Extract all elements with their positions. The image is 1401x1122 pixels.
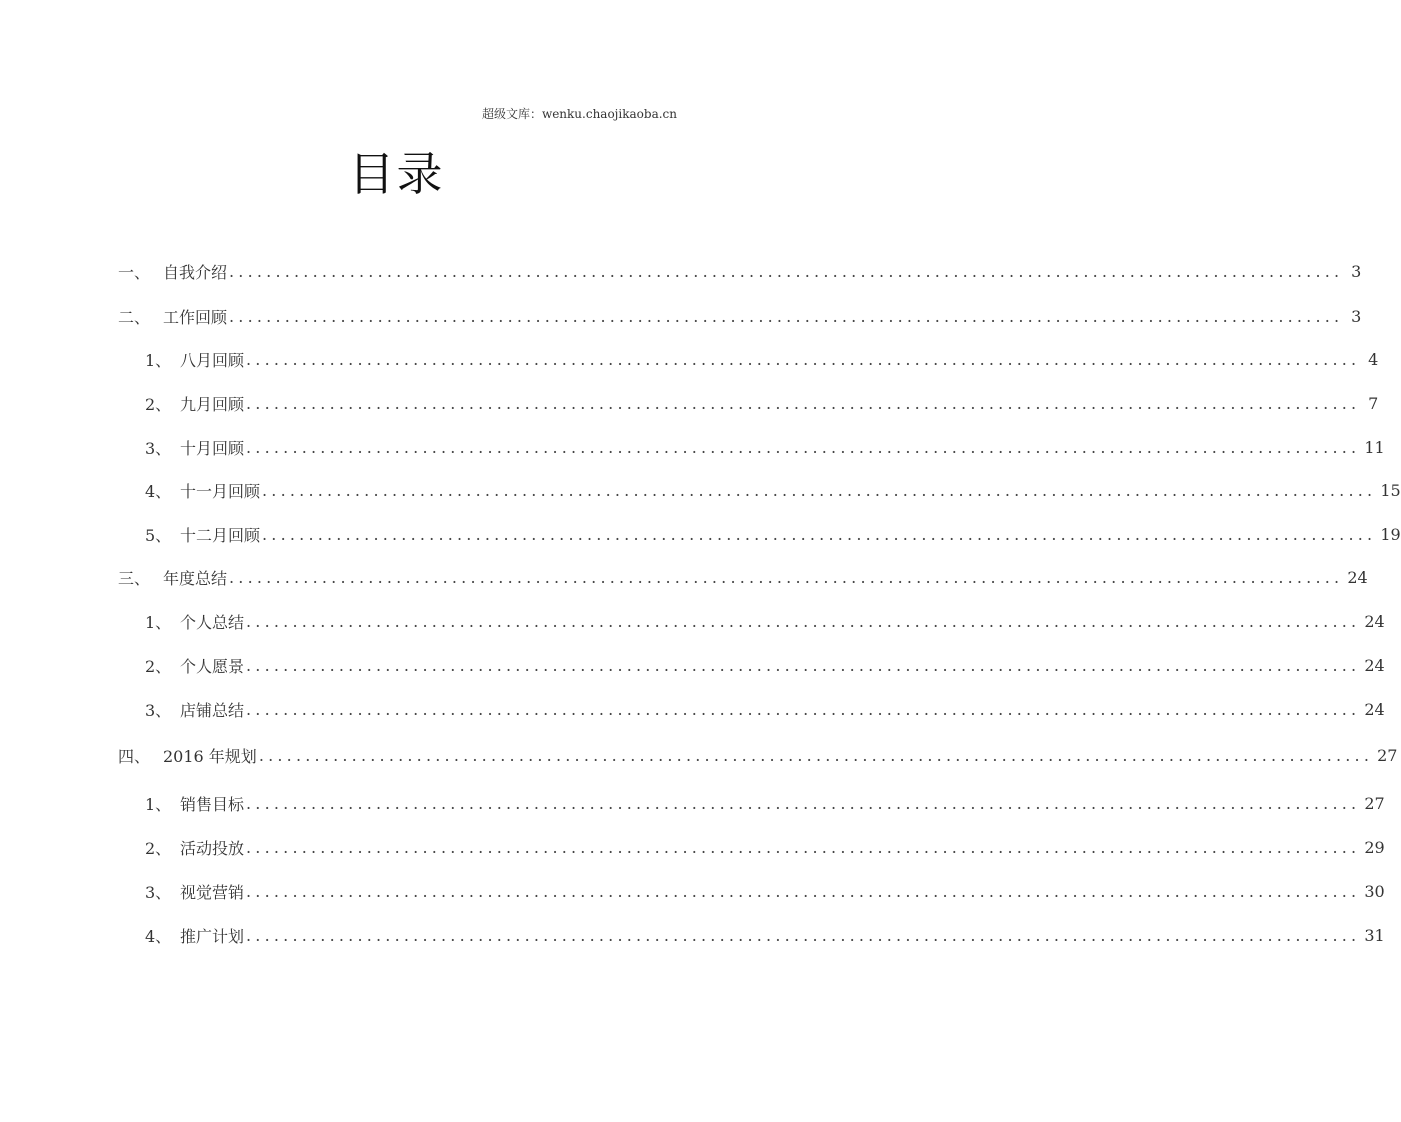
toc-entry-number: 四、 (118, 746, 151, 766)
toc-entry-page: 4 (1368, 349, 1379, 369)
toc-entry-label: 年度总结 (163, 568, 228, 588)
toc-entry[interactable] (145, 653, 1385, 677)
dot-leader: ........................................................................................................................ (229, 567, 1344, 587)
toc-entry-label: 八月回顾 (180, 350, 245, 370)
dot-leader: ........................................................................................................................ (246, 437, 1361, 457)
toc-entry-label: 工作回顾 (163, 307, 228, 327)
toc-entry-number: 2、 (145, 838, 172, 858)
toc-entry-page: 3 (1351, 306, 1362, 326)
toc-entry-label: 十一月回顾 (180, 481, 261, 501)
toc-entry-page: 31 (1364, 925, 1385, 945)
toc-entry-page: 24 (1347, 567, 1368, 587)
dot-leader: ........................................................................................................................ (246, 655, 1361, 675)
toc-entry-label: 个人总结 (180, 612, 245, 632)
toc-entry-number: 2、 (145, 656, 172, 676)
toc-entry[interactable] (145, 391, 1379, 415)
toc-entry[interactable] (145, 835, 1385, 859)
toc-entry[interactable] (145, 522, 1401, 546)
toc-entry-page: 24 (1364, 655, 1385, 675)
toc-entry-page: 15 (1380, 480, 1401, 500)
toc-entry[interactable] (118, 304, 1362, 328)
toc-entry-label: 十二月回顾 (180, 525, 261, 545)
toc-entry[interactable] (118, 565, 1368, 589)
toc-entry-label: 活动投放 (180, 838, 245, 858)
toc-entry-number: 2、 (145, 394, 172, 414)
toc-entry-page: 3 (1351, 261, 1362, 281)
toc-entry-label: 推广计划 (180, 926, 245, 946)
toc-entry-label: 自我介绍 (163, 262, 228, 282)
toc-entry-page: 29 (1364, 837, 1385, 857)
dot-leader: ........................................................................................................................ (246, 699, 1361, 719)
toc-entry[interactable] (145, 791, 1385, 815)
toc-entry-number: 1、 (145, 350, 172, 370)
toc-entry-number: 3、 (145, 438, 172, 458)
toc-entry-number: 1、 (145, 794, 172, 814)
source-watermark: 超级文库：wenku.chaojikaoba.cn (481, 107, 677, 121)
dot-leader: ........................................................................................................................ (246, 349, 1361, 369)
toc-entry[interactable] (145, 609, 1385, 633)
toc-entry[interactable] (118, 743, 1398, 767)
toc-entry-number: 1、 (145, 612, 172, 632)
toc-entry-page: 24 (1364, 699, 1385, 719)
dot-leader: ........................................................................................................................ (246, 925, 1361, 945)
dot-leader: ........................................................................................................................ (246, 611, 1361, 631)
dot-leader: ........................................................................................................................ (229, 306, 1344, 326)
dot-leader: ........................................................................................................................ (246, 393, 1361, 413)
toc-entry-label: 个人愿景 (180, 656, 245, 676)
dot-leader: ........................................................................................................................ (262, 480, 1377, 500)
toc-entry-number: 3、 (145, 700, 172, 720)
toc-entry[interactable] (145, 697, 1385, 721)
toc-entry-page: 27 (1377, 745, 1398, 765)
dot-leader: ........................................................................................................................ (246, 837, 1361, 857)
toc-entry[interactable] (145, 879, 1385, 903)
dot-leader: ........................................................................................................................ (246, 881, 1361, 901)
toc-entry-number: 3、 (145, 882, 172, 902)
toc-entry-number: 三、 (118, 568, 151, 588)
toc-entry-page: 19 (1380, 524, 1401, 544)
dot-leader: ........................................................................................................................ (258, 745, 1374, 765)
toc-entry-page: 7 (1368, 393, 1379, 413)
toc-entry-number: 4、 (145, 481, 172, 501)
toc-entry-page: 27 (1364, 793, 1385, 813)
toc-entry-page: 30 (1364, 881, 1385, 901)
toc-entry-number: 二、 (118, 307, 151, 327)
toc-entry-label: 2016 年规划 (163, 746, 257, 766)
page-title: 目录 (348, 147, 445, 201)
toc-entry-number: 5、 (145, 525, 172, 545)
dot-leader: ........................................................................................................................ (246, 793, 1361, 813)
toc-entry-label: 销售目标 (180, 794, 245, 814)
toc-entry-page: 24 (1364, 611, 1385, 631)
dot-leader: ........................................................................................................................ (262, 524, 1377, 544)
toc-entry-number: 4、 (145, 926, 172, 946)
toc-entry-label: 九月回顾 (180, 394, 245, 414)
toc-entry[interactable] (118, 259, 1362, 283)
toc-entry-label: 视觉营销 (180, 882, 245, 902)
toc-entry[interactable] (145, 347, 1379, 371)
toc-entry[interactable] (145, 435, 1385, 459)
toc-entry-number: 一、 (118, 262, 151, 282)
dot-leader: ........................................................................................................................ (229, 261, 1344, 281)
toc-entry-label: 十月回顾 (180, 438, 245, 458)
toc-entry-label: 店铺总结 (180, 700, 245, 720)
toc-entry[interactable] (145, 478, 1401, 502)
toc-entry-page: 11 (1364, 437, 1385, 457)
toc-entry[interactable] (145, 923, 1385, 947)
